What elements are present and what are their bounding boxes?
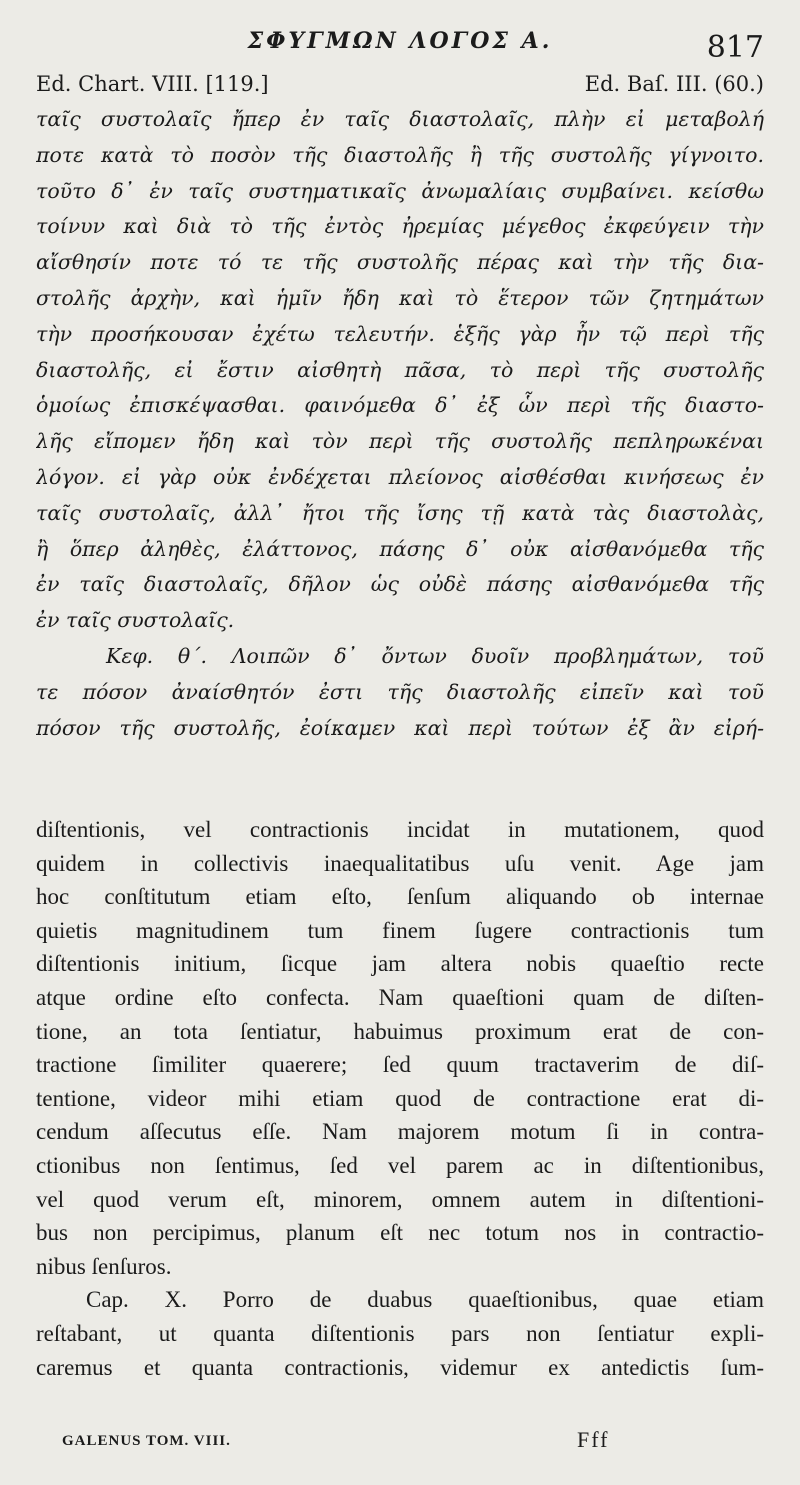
- latin-line: ctionibus non ſentimus, ſed vel parem ac in diſtentionibus,: [36, 1152, 764, 1178]
- greek-line: ὁμοίως ἐπισκέψασθαι. φαινόμεθα δ᾽ ἐξ ὧν περὶ τῆς διαστο-: [36, 393, 764, 418]
- latin-line: hoc conſtitutum etiam eſto, ſenſum aliquando ob internae: [36, 884, 764, 910]
- edition-chartier-ref: Ed. Chart. VIII. [119.]: [36, 72, 269, 96]
- greek-line: τοίνυν καὶ διὰ τὸ τῆς ἐντὸς ἠρεμίας μέγεθος ἐκφεύγειν τὴν: [36, 214, 764, 239]
- greek-line: πόσον τῆς συστολῆς, ἐοίκαμεν καὶ περὶ τούτων ἐξ ἂν εἰρή-: [36, 715, 764, 740]
- greek-line: λόγον. εἰ γὰρ οὐκ ἐνδέχεται πλείονος αἰσθέσθαι κινήσεως ἐν: [36, 464, 764, 489]
- latin-line: bus non percipimus, planum eſt nec totum nos in contractio-: [36, 1220, 764, 1246]
- latin-line: diſtentionis, vel contractionis incidat in mutationem, quod: [36, 817, 764, 842]
- latin-line: nibus ſenſuros.: [36, 1253, 172, 1279]
- latin-line: quietis magnitudinem tum finem ſugere contractionis tum: [36, 917, 764, 943]
- footer-signature: GALENUS TOM. VIII.: [62, 1433, 231, 1449]
- latin-line: tione, an tota ſentiatur, habuimus proximum erat de con-: [36, 1018, 764, 1044]
- greek-line: τὴν προσήκουσαν ἐχέτω τελευτήν. ἑξῆς γὰρ ἦν τῷ περὶ τῆς: [36, 321, 764, 346]
- greek-line: ποτε κατὰ τὸ ποσὸν τῆς διαστολῆς ἢ τῆς συστολῆς γίγνοιτο.: [36, 142, 764, 167]
- page-footer: [62, 1427, 762, 1461]
- page-number: 817: [706, 30, 764, 65]
- greek-text-block: [36, 102, 764, 746]
- latin-line: quidem in collectivis inaequalitatibus uſu venit. Age jam: [36, 850, 764, 876]
- sheet-signature-mark: Fff: [577, 1427, 610, 1452]
- edition-reference-line: [36, 72, 764, 102]
- greek-line: τε πόσον ἀναίσθητόν ἐστι τῆς διαστολῆς εἰπεῖν καὶ τοῦ: [36, 679, 764, 704]
- greek-line: τοῦτο δ᾽ ἐν ταῖς συστηματικαῖς ἀνωμαλίαις συμβαίνει. κείσθω: [36, 178, 764, 203]
- greek-line: λῆς εἴπομεν ἤδη καὶ τὸν περὶ τῆς συστολῆς πεπληρωκέναι: [36, 429, 764, 454]
- greek-chapter-heading-line: Κεφ. θ΄. Λοιπῶν δ᾽ ὄντων δυοῖν προβλημάτων, τοῦ: [106, 643, 764, 668]
- greek-line: στολῆς ἀρχὴν, καὶ ἡμῖν ἤδη καὶ τὸ ἕτερον τῶν ζητημάτων: [36, 285, 764, 310]
- latin-line: atque ordine eſto confecta. Nam quaeſtioni quam de diſten-: [36, 984, 764, 1010]
- latin-line: cendum aſſecutus eſſe. Nam majorem motum ſi in contra-: [36, 1119, 764, 1145]
- latin-line: diſtentionis initium, ſicque jam altera nobis quaeſtio recte: [36, 951, 764, 977]
- latin-line: caremus et quanta contractionis, videmur ex antedictis ſum-: [36, 1354, 764, 1380]
- greek-line: ἐν ταῖς συστολαῖς.: [36, 608, 235, 633]
- latin-chapter-heading-line: Cap. X. Porro de duabus quaeſtionibus, quae etiam: [86, 1287, 764, 1313]
- latin-line: tractione ſimiliter quaerere; ſed quum tractaverim de diſ-: [36, 1052, 764, 1078]
- running-title: ΣΦΥΓΜΩΝ ΛΟΓΟΣ Α.: [247, 28, 553, 54]
- latin-line: reſtabant, ut quanta diſtentionis pars non ſentiatur expli-: [36, 1320, 764, 1346]
- latin-line: vel quod verum eſt, minorem, omnem autem in diſtentioni-: [36, 1186, 764, 1212]
- latin-text-block: [36, 813, 764, 1384]
- greek-line: ἐν ταῖς διαστολαῖς, δῆλον ὡς οὐδὲ πάσης αἰσθανόμεθα τῆς: [36, 572, 764, 597]
- latin-line: tentione, videor mihi etiam quod de contractione erat di-: [36, 1085, 764, 1111]
- greek-line: διαστολῆς, εἰ ἔστιν αἰσθητὴ πᾶσα, τὸ περὶ τῆς συστολῆς: [36, 357, 764, 382]
- greek-line: ἢ ὅπερ ἀληθὲς, ἐλάττονος, πάσης δ᾽ οὐκ αἰσθανόμεθα τῆς: [36, 536, 764, 561]
- greek-line: αἴσθησίν ποτε τό τε τῆς συστολῆς πέρας καὶ τὴν τῆς δια-: [36, 250, 764, 275]
- greek-line: ταῖς συστολαῖς, ἀλλ᾽ ἤτοι τῆς ἴσης τῇ κατὰ τὰς διαστολὰς,: [36, 500, 764, 525]
- edition-basel-ref: Ed. Baſ. III. (60.): [584, 72, 764, 96]
- greek-line: ταῖς συστολαῖς ἤπερ ἐν ταῖς διαστολαῖς, πλὴν εἰ μεταβολή: [36, 107, 764, 131]
